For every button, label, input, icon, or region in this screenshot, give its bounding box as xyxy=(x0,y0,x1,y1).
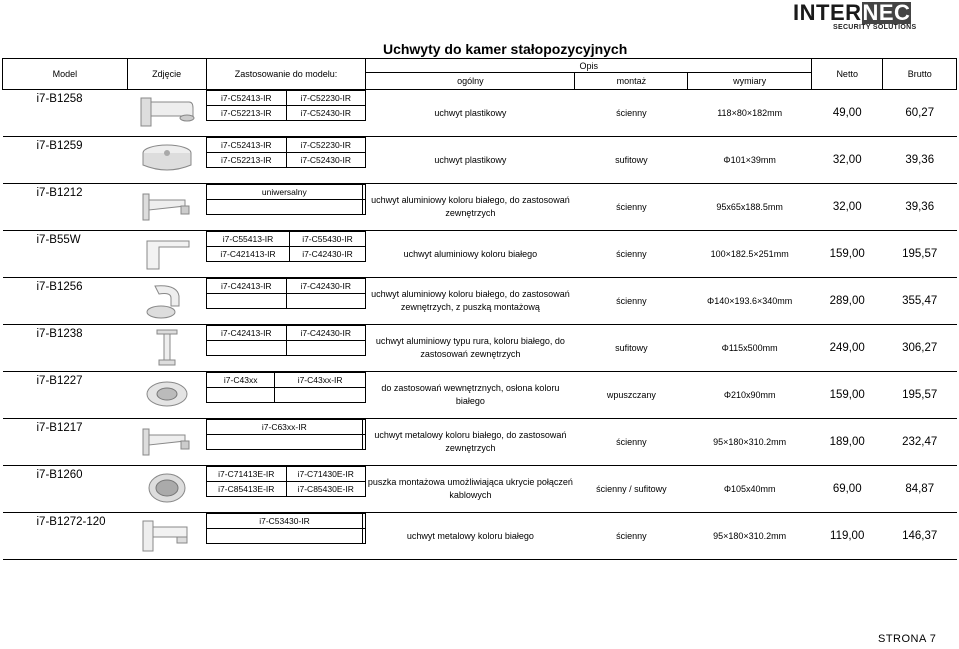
model-name: i7-B1212 xyxy=(3,184,128,231)
compat-models xyxy=(206,184,366,231)
header-netto: Netto xyxy=(812,59,883,90)
price-brutto: 84,87 xyxy=(883,466,957,513)
dimensions: 95x65x188.5mm xyxy=(688,184,812,231)
price-brutto: 39,36 xyxy=(883,184,957,231)
compat-models xyxy=(206,466,366,513)
description: uchwyt metalowy koloru białego xyxy=(366,513,575,560)
compat-cell xyxy=(207,388,275,403)
compat-cell: i7-C53430-IR xyxy=(207,514,363,529)
compat-cell: i7-C52230-IR xyxy=(286,91,365,106)
compat-cell: i7-C63xx-IR xyxy=(207,420,362,435)
table-row xyxy=(3,90,957,137)
header-opis: Opis xyxy=(366,59,812,73)
mount-type: ścienny xyxy=(575,419,688,466)
long-wall-bracket-icon xyxy=(127,233,206,275)
compat-cell: i7-C42413-IR xyxy=(207,326,286,341)
compat-cell: i7-C52413-IR xyxy=(207,91,286,106)
price-netto: 119,00 xyxy=(812,513,883,560)
mount-type: ścienny xyxy=(575,184,688,231)
price-brutto: 146,37 xyxy=(883,513,957,560)
header-brutto: Brutto xyxy=(883,59,957,90)
price-brutto: 355,47 xyxy=(883,278,957,325)
compat-cell: i7-C52230-IR xyxy=(286,138,365,153)
mount-type: ścienny xyxy=(575,278,688,325)
table-row xyxy=(3,419,957,466)
header-compat: Zastosowanie do modelu: xyxy=(206,59,366,90)
dimensions: Φ140×193.6×340mm xyxy=(688,278,812,325)
product-photo xyxy=(127,325,206,372)
price-netto: 32,00 xyxy=(812,137,883,184)
model-name: i7-B1227 xyxy=(3,372,128,419)
compat-cell: i7-C52213-IR xyxy=(207,153,286,168)
description: uchwyt aluminiowy typu rura, koloru białego, do zastosowań zewnętrzych xyxy=(366,325,575,372)
description: uchwyt plastikowy xyxy=(366,90,575,137)
dimensions: Φ101×39mm xyxy=(688,137,812,184)
compat-cell xyxy=(275,388,366,403)
table-row xyxy=(3,372,957,419)
compat-models xyxy=(206,90,366,137)
ceiling-mount-icon xyxy=(127,139,206,181)
compat-cell: i7-C71430E-IR xyxy=(286,467,365,482)
table-row xyxy=(3,184,957,231)
description: uchwyt aluminiowy koloru białego xyxy=(366,231,575,278)
compat-cell xyxy=(207,529,363,544)
compat-cell xyxy=(362,420,365,435)
header-general: ogólny xyxy=(366,73,575,90)
compat-cell xyxy=(286,294,365,309)
page-title: Uchwyty do kamer stałopozycyjnych xyxy=(382,41,628,57)
product-photo xyxy=(127,419,206,466)
logo-tagline: SECURITY SOLUTIONS xyxy=(833,24,917,31)
junction-box-icon xyxy=(127,468,206,510)
compat-cell: i7-C52413-IR xyxy=(207,138,286,153)
model-name: i7-B1238 xyxy=(3,325,128,372)
dimensions: 118×80×182mm xyxy=(688,90,812,137)
header-model: Model xyxy=(3,59,128,90)
price-netto: 159,00 xyxy=(812,372,883,419)
compat-cell xyxy=(207,435,362,450)
dimensions: Φ210x90mm xyxy=(688,372,812,419)
wall-bracket-icon xyxy=(127,515,206,557)
mount-type: ścienny xyxy=(575,513,688,560)
compat-models xyxy=(206,419,366,466)
model-name: i7-B55W xyxy=(3,231,128,278)
product-photo xyxy=(127,278,206,325)
compat-cell: i7-C421413-IR xyxy=(207,247,290,262)
mount-type: sufitowy xyxy=(575,137,688,184)
dimensions: 100×182.5×251mm xyxy=(688,231,812,278)
price-netto: 32,00 xyxy=(812,184,883,231)
arm-bracket-icon xyxy=(127,186,206,228)
compat-cell: i7-C42430-IR xyxy=(286,279,365,294)
product-photo xyxy=(127,513,206,560)
description: uchwyt aluminiowy koloru białego, do zastosowań zewnętrzych xyxy=(366,184,575,231)
compat-models xyxy=(206,137,366,184)
compat-cell: i7-C43xx-IR xyxy=(275,373,366,388)
table-row xyxy=(3,466,957,513)
price-brutto: 39,36 xyxy=(883,137,957,184)
table-row xyxy=(3,137,957,184)
price-netto: 289,00 xyxy=(812,278,883,325)
table-row xyxy=(3,278,957,325)
mount-type: ścienny xyxy=(575,90,688,137)
description: uchwyt metalowy koloru białego, do zastosowań zewnętrzych xyxy=(366,419,575,466)
compat-cell xyxy=(207,200,362,215)
description: do zastosowań wewnętrznych, osłona koloru białego xyxy=(366,372,575,419)
mount-type: wpuszczany xyxy=(575,372,688,419)
model-name: i7-B1259 xyxy=(3,137,128,184)
table-row xyxy=(3,513,957,560)
compat-cell: i7-C71413E-IR xyxy=(207,467,286,482)
compat-cell xyxy=(286,341,365,356)
dimensions: 95×180×310.2mm xyxy=(688,419,812,466)
description: puszka montażowa umożliwiająca ukrycie połączeń kablowych xyxy=(366,466,575,513)
junction-box-bracket-icon xyxy=(127,280,206,322)
product-photo xyxy=(127,372,206,419)
page-number: STRONA 7 xyxy=(878,633,937,645)
compat-models xyxy=(206,278,366,325)
description: uchwyt plastikowy xyxy=(366,137,575,184)
bracket-wall-icon xyxy=(127,92,206,134)
compat-cell: i7-C42430-IR xyxy=(286,326,365,341)
product-photo xyxy=(127,231,206,278)
model-name: i7-B1256 xyxy=(3,278,128,325)
compat-cell: uniwersalny xyxy=(207,185,362,200)
model-name: i7-B1217 xyxy=(3,419,128,466)
mount-type: ścienny / sufitowy xyxy=(575,466,688,513)
internec-logo xyxy=(793,2,925,32)
mount-type: ścienny xyxy=(575,231,688,278)
compat-models xyxy=(206,372,366,419)
product-photo xyxy=(127,466,206,513)
compat-cell: i7-C42413-IR xyxy=(207,279,286,294)
price-brutto: 60,27 xyxy=(883,90,957,137)
price-brutto: 195,57 xyxy=(883,372,957,419)
compat-cell: i7-C85430E-IR xyxy=(286,482,365,497)
compat-cell xyxy=(362,435,365,450)
header-mount: montaż xyxy=(575,73,688,90)
price-netto: 49,00 xyxy=(812,90,883,137)
product-photo xyxy=(127,90,206,137)
table-row xyxy=(3,231,957,278)
compat-cell xyxy=(207,294,286,309)
header-photo: Zdjęcie xyxy=(127,59,206,90)
compat-cell: i7-C55413-IR xyxy=(207,232,290,247)
dimensions: 95×180×310.2mm xyxy=(688,513,812,560)
compat-cell: i7-C52430-IR xyxy=(286,153,365,168)
compat-cell xyxy=(207,341,286,356)
compat-cell xyxy=(362,200,365,215)
compat-cell: i7-C85413E-IR xyxy=(207,482,286,497)
compat-cell: i7-C52430-IR xyxy=(286,106,365,121)
compat-models xyxy=(206,231,366,278)
product-photo xyxy=(127,137,206,184)
price-netto: 249,00 xyxy=(812,325,883,372)
logo-box-text: NEC xyxy=(862,0,911,25)
mount-type: sufitowy xyxy=(575,325,688,372)
compat-models xyxy=(206,513,366,560)
compat-cell: i7-C52213-IR xyxy=(207,106,286,121)
price-netto: 189,00 xyxy=(812,419,883,466)
pole-mount-icon xyxy=(127,327,206,369)
price-netto: 159,00 xyxy=(812,231,883,278)
compat-cell: i7-C43xx xyxy=(207,373,275,388)
compat-cell: i7-C42430-IR xyxy=(289,247,365,262)
arm-bracket-icon xyxy=(127,421,206,463)
logo-text: INTER xyxy=(793,0,862,25)
model-name: i7-B1260 xyxy=(3,466,128,513)
price-brutto: 195,57 xyxy=(883,231,957,278)
dimensions: Φ105x40mm xyxy=(688,466,812,513)
model-name: i7-B1258 xyxy=(3,90,128,137)
price-brutto: 232,47 xyxy=(883,419,957,466)
recessed-dome-icon xyxy=(127,374,206,416)
model-name: i7-B1272-120 xyxy=(3,513,128,560)
dimensions: Φ115x500mm xyxy=(688,325,812,372)
compat-models xyxy=(206,325,366,372)
header-dims: wymiary xyxy=(688,73,812,90)
product-photo xyxy=(127,184,206,231)
compat-cell: i7-C55430-IR xyxy=(289,232,365,247)
price-table xyxy=(2,40,957,560)
compat-cell xyxy=(362,185,365,200)
price-brutto: 306,27 xyxy=(883,325,957,372)
description: uchwyt aluminiowy koloru białego, do zastosowań zewnętrzych, z puszką montażową xyxy=(366,278,575,325)
price-netto: 69,00 xyxy=(812,466,883,513)
table-row xyxy=(3,325,957,372)
